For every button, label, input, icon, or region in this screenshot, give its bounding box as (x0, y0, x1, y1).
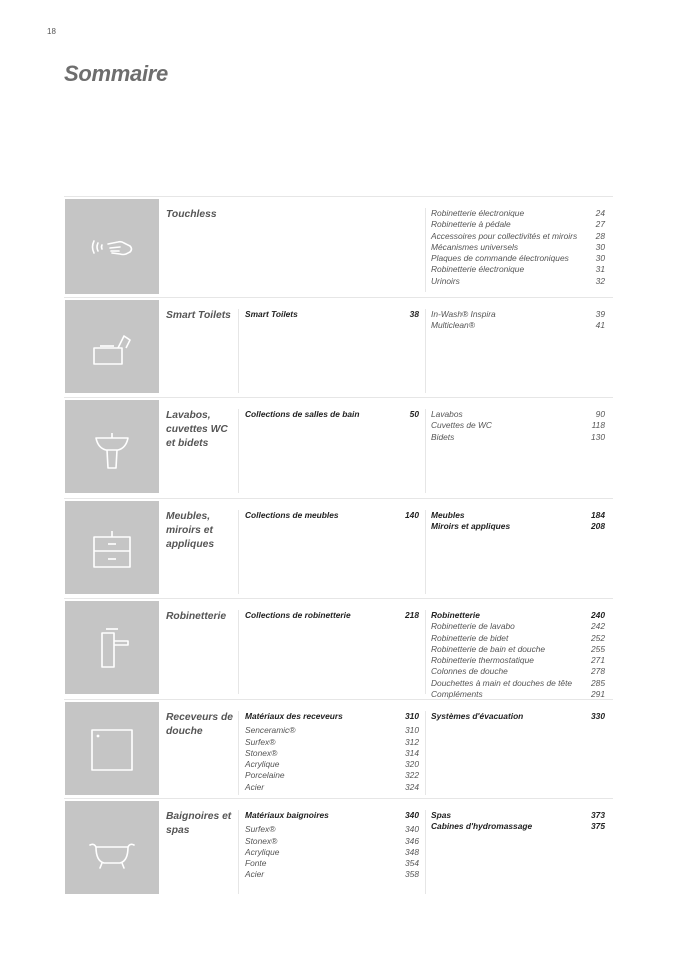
contents-entry[interactable]: Cabines d'hydromassage 375 (431, 821, 605, 832)
section-icon-box (65, 199, 159, 294)
contents-entry[interactable]: Colonnes de douche 278 (431, 666, 605, 677)
contents-entry[interactable]: Porcelaine 322 (245, 770, 419, 781)
contents-entry[interactable]: Smart Toilets 38 (245, 309, 419, 319)
section-sub-list (425, 309, 605, 393)
section-lavabos (64, 397, 613, 497)
section-sub-list (425, 810, 605, 894)
section-sub-list (425, 208, 605, 292)
contents-entry[interactable]: Lavabos 90 (431, 409, 605, 419)
section-collections-list (238, 510, 419, 594)
contents-entry[interactable]: Robinetterie 240 (431, 610, 605, 620)
section-sub-list (425, 409, 605, 493)
section-sub-list (425, 610, 605, 700)
section-collections-list (238, 409, 419, 493)
section-robinetterie (64, 598, 613, 698)
contents-entry[interactable]: Collections de meubles 140 (245, 510, 419, 520)
section-smart-toilets (64, 297, 613, 397)
contents-entry[interactable]: Acier 358 (245, 869, 419, 880)
section-icon-box (65, 702, 159, 795)
section-icon-box (65, 601, 159, 694)
contents-entry[interactable]: Robinetterie de bain et douche 255 (431, 643, 605, 654)
section-sub-list (425, 510, 605, 594)
contents-entry[interactable]: Matériaux baignoires 340 (245, 810, 419, 820)
contents-entry[interactable]: Miroirs et appliques 208 (431, 521, 605, 532)
section-collections-list (238, 610, 419, 694)
contents-entry[interactable]: Spas 373 (431, 810, 605, 820)
page-number: 18 (47, 27, 56, 36)
contents-entry[interactable]: Systèmes d'évacuation 330 (431, 711, 605, 721)
section-touchless (64, 196, 613, 297)
section-icon-box (65, 501, 159, 594)
section-label: Receveurs de douche (166, 712, 233, 737)
section-baignoires (64, 798, 613, 898)
contents-entry[interactable]: Multiclean® 41 (431, 320, 605, 331)
contents-entry[interactable]: Senceramic® 310 (245, 725, 419, 736)
contents-entry[interactable]: Acrylique 320 (245, 759, 419, 770)
contents-entry[interactable]: Accessoires pour collectivités et miroirs 28 (431, 230, 605, 241)
section-collections-list (238, 711, 419, 795)
contents-entry[interactable]: Acier 324 (245, 781, 419, 792)
smart-toilet-icon (84, 322, 140, 378)
contents-entry[interactable]: Robinetterie à pédale 27 (431, 219, 605, 230)
contents-entry[interactable]: Collections de salles de bain 50 (245, 409, 419, 419)
section-icon-box (65, 400, 159, 493)
contents-entry[interactable]: Douchettes à main et douches de tête 285 (431, 677, 605, 688)
section-icon-box (65, 300, 159, 393)
section-label: Baignoires et spas (166, 811, 232, 836)
shower-tray-icon (84, 722, 140, 778)
contents-entry[interactable]: Meubles 184 (431, 510, 605, 520)
contents-entry[interactable]: Surfex® 340 (245, 824, 419, 835)
contents-entry[interactable]: Mécanismes universels 30 (431, 241, 605, 252)
contents-entry[interactable]: Plaques de commande électroniques 30 (431, 253, 605, 264)
section-label: Smart Toilets (166, 310, 231, 321)
contents-entry[interactable]: Robinetterie de bidet 252 (431, 632, 605, 643)
section-collections-list (238, 309, 419, 393)
contents-entry[interactable]: Stonex® 314 (245, 747, 419, 758)
faucet-icon (84, 621, 140, 677)
contents-entry[interactable]: Collections de robinetterie 218 (245, 610, 419, 620)
contents-entry[interactable]: In-Wash® Inspira 39 (431, 309, 605, 319)
contents-entry[interactable]: Fonte 354 (245, 858, 419, 869)
section-label: Meubles, miroirs et appliques (166, 511, 215, 550)
section-sub-list (425, 711, 605, 795)
contents-entry[interactable]: Robinetterie électronique 31 (431, 264, 605, 275)
contents-entry[interactable]: Robinetterie électronique 24 (431, 208, 605, 218)
contents-entry[interactable]: Bidets 130 (431, 431, 605, 442)
contents-entry[interactable]: Cuvettes de WC 118 (431, 420, 605, 431)
section-meubles (64, 498, 613, 598)
contents-entry[interactable]: Compléments 291 (431, 689, 605, 700)
section-collections-list (238, 810, 419, 894)
contents-entry[interactable]: Surfex® 312 (245, 736, 419, 747)
bathtub-icon (84, 821, 140, 877)
page-title: Sommaire (64, 61, 168, 86)
contents-entry[interactable]: Stonex® 346 (245, 835, 419, 846)
contents-entry[interactable]: Urinoirs 32 (431, 275, 605, 286)
washbasin-icon (84, 420, 140, 476)
section-receveurs (64, 699, 613, 799)
touchless-hand-icon (84, 219, 140, 275)
contents-entry[interactable]: Acrylique 348 (245, 846, 419, 857)
contents-entry[interactable]: Matériaux des receveurs 310 (245, 711, 419, 721)
section-label: Robinetterie (166, 611, 227, 622)
section-label: Lavabos, cuvettes WC et bidets (166, 410, 228, 449)
furniture-icon (84, 521, 140, 577)
contents-entry[interactable]: Robinetterie thermostatique 271 (431, 655, 605, 666)
contents-entry[interactable]: Robinetterie de lavabo 242 (431, 621, 605, 632)
section-label: Touchless (166, 209, 217, 220)
section-icon-box (65, 801, 159, 894)
